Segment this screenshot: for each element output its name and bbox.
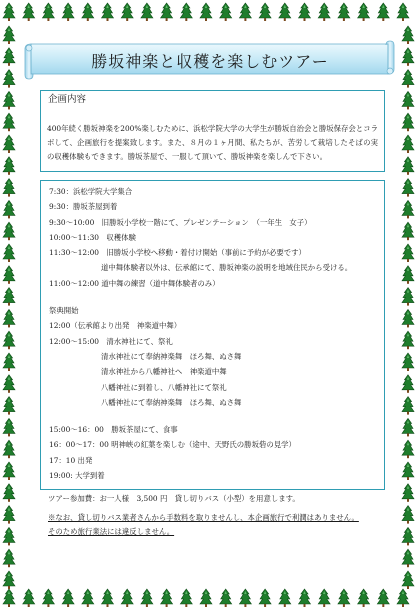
legal-note <box>48 511 359 538</box>
schedule-line-detail: 八幡神社に到着し、八幡神社にて祭礼 <box>101 382 227 392</box>
pine-tree-icon <box>3 157 15 175</box>
pine-tree-icon <box>180 589 192 607</box>
pine-tree-icon <box>141 589 153 607</box>
pine-tree-icon <box>3 3 15 21</box>
pine-tree-icon <box>121 3 133 21</box>
pine-tree-icon <box>3 91 15 109</box>
pine-tree-icon <box>161 589 173 607</box>
pine-tree-icon <box>259 3 271 21</box>
schedule-line-detail: 清水神社にて奉納神楽舞 ほろ舞、ぬさ舞 <box>101 351 242 361</box>
pine-tree-icon <box>402 26 414 44</box>
pine-tree-icon <box>402 222 414 240</box>
pine-tree-icon <box>402 288 414 306</box>
pine-tree-icon <box>402 135 414 153</box>
schedule-line: 15:00～16：00 勝坂茶屋にて、食事 <box>49 425 178 435</box>
pine-tree-icon <box>220 3 232 21</box>
schedule-box <box>40 180 385 490</box>
pine-tree-icon <box>3 331 15 349</box>
pine-tree-icon <box>402 200 414 218</box>
pine-tree-icon <box>3 418 15 436</box>
pine-tree-icon <box>397 589 409 607</box>
pine-tree-icon <box>200 589 212 607</box>
pine-tree-icon <box>402 549 414 567</box>
pine-tree-icon <box>3 462 15 480</box>
pine-tree-icon <box>402 244 414 262</box>
pine-tree-icon <box>3 375 15 393</box>
pine-tree-icon <box>23 589 35 607</box>
schedule-line: 7:30：浜松学院大学集合 <box>49 187 133 196</box>
pine-tree-icon <box>318 589 330 607</box>
pine-tree-icon <box>402 309 414 327</box>
pine-tree-icon <box>3 353 15 371</box>
pine-tree-icon <box>402 331 414 349</box>
pine-tree-icon <box>402 353 414 371</box>
pine-tree-icon <box>299 3 311 21</box>
pine-tree-icon <box>102 589 114 607</box>
pine-tree-icon <box>402 48 414 66</box>
pine-tree-icon <box>62 589 74 607</box>
pine-tree-icon <box>402 484 414 502</box>
festival-heading: 祭典開始 <box>49 306 79 316</box>
pine-tree-icon <box>402 418 414 436</box>
schedule-line: 17：10 出発 <box>49 455 93 465</box>
schedule-line-detail: 道中舞体験者以外は、伝承館にて、勝坂神楽の説明を地域住民から受ける。 <box>101 263 353 273</box>
schedule-line: 9:30～10:00 旧勝坂小学校一階にて、プレゼンテーション （一年生 女子） <box>49 217 312 227</box>
pine-tree-icon <box>102 3 114 21</box>
pine-tree-icon <box>358 589 370 607</box>
pine-tree-icon <box>3 179 15 197</box>
schedule-line: 12:00（伝承館より出発 神楽道中舞） <box>49 321 182 331</box>
page-title: 勝坂神楽と収穫を楽しむツアー <box>91 51 329 71</box>
pine-tree-icon <box>3 397 15 415</box>
pine-tree-icon <box>3 506 15 524</box>
pine-tree-icon <box>3 48 15 66</box>
pine-tree-icon <box>3 26 15 44</box>
pine-tree-icon <box>402 506 414 524</box>
pine-tree-icon <box>3 440 15 458</box>
plan-box <box>40 90 385 172</box>
pine-tree-icon <box>82 3 94 21</box>
pine-tree-icon <box>3 70 15 88</box>
pine-tree-icon <box>402 266 414 284</box>
pine-tree-icon <box>3 288 15 306</box>
pine-tree-icon <box>402 70 414 88</box>
pine-tree-icon <box>3 113 15 131</box>
pine-tree-icon <box>3 244 15 262</box>
pine-tree-icon <box>402 91 414 109</box>
pine-tree-icon <box>402 113 414 131</box>
pine-tree-icon <box>397 3 409 21</box>
pine-tree-icon <box>377 589 389 607</box>
schedule-line: 12:00～15:00 清水神社にて、祭礼 <box>49 336 173 346</box>
pine-tree-icon <box>141 3 153 21</box>
plan-heading: 企画内容 <box>48 94 87 105</box>
legal-note-line: そのため旅行業法には違反しません。 <box>48 526 175 536</box>
schedule-line: 11:30～12:00 旧勝坂小学校へ移動・着付け開始（事前に予約が必要です） <box>49 248 306 258</box>
schedule-line: 10:00～11:30 収穫体験 <box>49 232 136 242</box>
tour-fee: ツアー参加費：お一人様 3,500 円 貸し切りバス（小型）を用意します。 <box>48 494 300 503</box>
pine-tree-icon <box>42 589 54 607</box>
pine-tree-icon <box>220 589 232 607</box>
pine-tree-icon <box>239 589 251 607</box>
pine-tree-icon <box>3 309 15 327</box>
pine-tree-icon <box>402 440 414 458</box>
pine-tree-icon <box>121 589 133 607</box>
pine-tree-icon <box>200 3 212 21</box>
pine-tree-icon <box>358 3 370 21</box>
schedule-line-detail: 八幡神社にて奉納神楽舞 ほろ舞、ぬさ舞 <box>101 397 242 407</box>
pine-tree-icon <box>299 589 311 607</box>
schedule-spacer <box>49 410 378 422</box>
schedule-line: 16：00～17：00 明神峡の紅葉を楽しむ（途中、天野氏の勝坂砦の見学） <box>49 440 296 450</box>
pine-tree-icon <box>402 527 414 545</box>
pine-tree-icon <box>402 179 414 197</box>
pine-tree-icon <box>239 3 251 21</box>
pine-tree-icon <box>62 3 74 21</box>
pine-tree-icon <box>338 589 350 607</box>
schedule-line-detail: 清水神社から八幡神社へ 神楽道中舞 <box>101 367 227 377</box>
schedule-line: 11:00～12:00 道中舞の練習（道中舞体験者のみ） <box>49 278 220 288</box>
pine-tree-icon <box>402 462 414 480</box>
pine-tree-icon <box>82 589 94 607</box>
pine-tree-icon <box>180 3 192 21</box>
schedule-line: 19:00: 大学到着 <box>49 471 105 481</box>
pine-tree-icon <box>3 200 15 218</box>
pine-tree-icon <box>279 589 291 607</box>
pine-tree-icon <box>318 3 330 21</box>
pine-tree-icon <box>377 3 389 21</box>
pine-tree-icon <box>3 135 15 153</box>
legal-note-line: ※なお、貸し切りバス業者さんから手数料を取りませんし、本企画旅行で利潤はありません。 <box>48 513 359 522</box>
pine-tree-icon <box>23 3 35 21</box>
pine-tree-icon <box>3 589 15 607</box>
pine-tree-icon <box>402 397 414 415</box>
pine-tree-icon <box>161 3 173 21</box>
pine-tree-icon <box>338 3 350 21</box>
pine-tree-icon <box>402 157 414 175</box>
schedule-spacer <box>49 291 378 303</box>
pine-tree-icon <box>3 222 15 240</box>
pine-tree-icon <box>42 3 54 21</box>
pine-tree-icon <box>3 484 15 502</box>
schedule-line: 9:30：勝坂茶屋到着 <box>49 202 118 212</box>
pine-tree-icon <box>279 3 291 21</box>
pine-tree-icon <box>402 375 414 393</box>
pine-tree-icon <box>259 589 271 607</box>
pine-tree-icon <box>3 571 15 589</box>
pine-tree-icon <box>3 527 15 545</box>
pine-tree-icon <box>3 266 15 284</box>
pine-tree-icon <box>402 571 414 589</box>
pine-tree-icon <box>3 549 15 567</box>
plan-description: 400年続く勝坂神楽を200%楽しむために、浜松学院大学の大学生が勝坂自治会と勝坂保存会とコラボして、企画旅行を提案致します。また、８月の１ヶ月間、私たちが、苦労して栽培したそばの実の収穫体験もできます。勝坂茶屋で、一服して頂いて、勝坂神楽を楽しんで下さい。 <box>47 124 378 161</box>
